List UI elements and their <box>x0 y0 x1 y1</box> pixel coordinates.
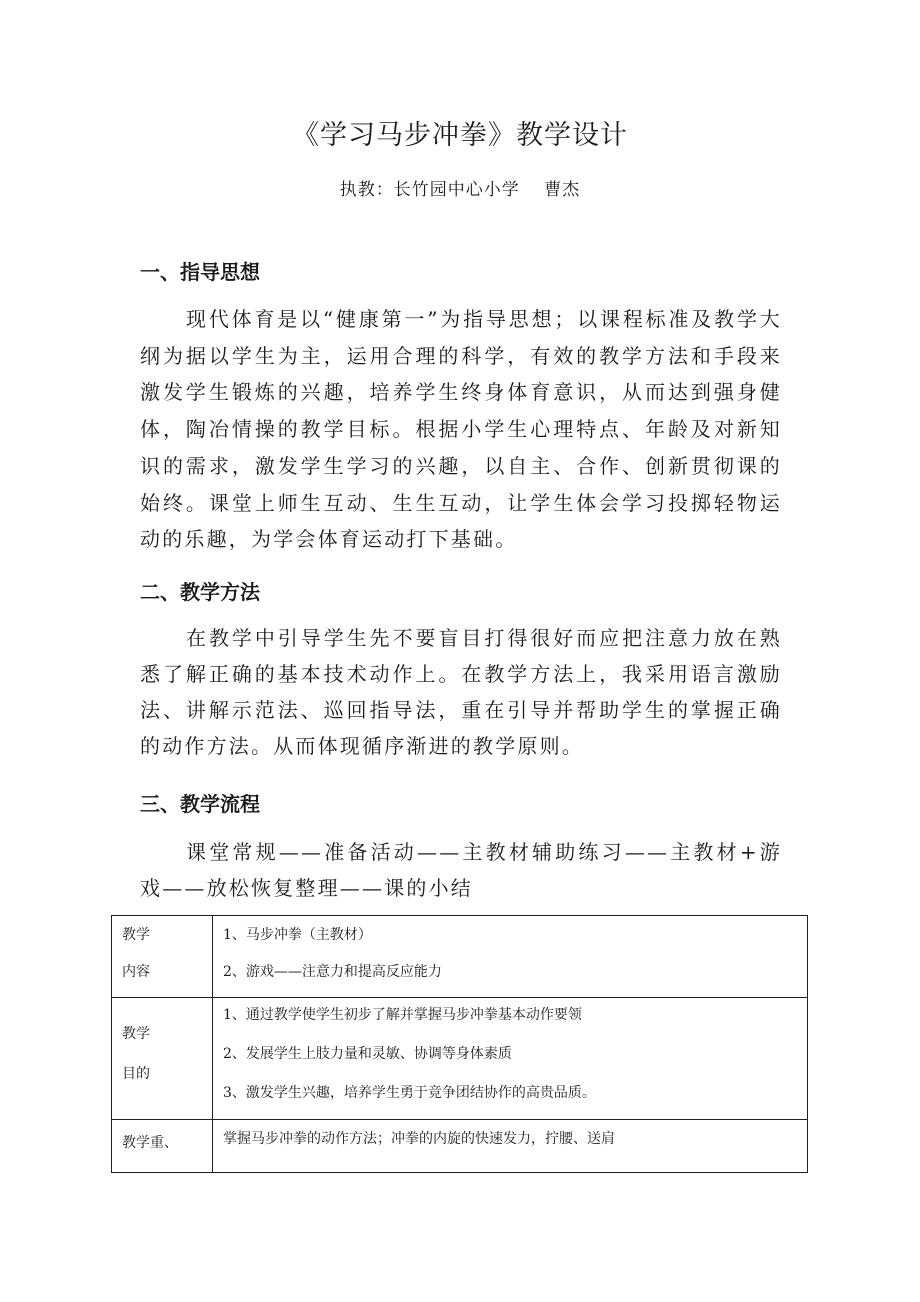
row-content-teaching-content <box>213 916 808 998</box>
label-line: 教学 <box>122 1026 150 1042</box>
section-paragraph-teaching-method: 在教学中引导学生先不要盲目打得很好而应把注意力放在熟悉了解正确的基本技术动作上。在教学方法上，我采用语言激励法、讲解示范法、巡回指导法，重在引导并帮助学生的掌握正确的动作方法。从而体现循序渐进的教学原则。 <box>140 626 782 758</box>
label-line: 教学 <box>122 927 150 943</box>
section-heading-guiding-thought: 一、指导思想 <box>140 260 260 284</box>
document-title: 《学习马步冲拳》教学设计 <box>292 120 628 151</box>
table-row-teaching-focus <box>112 1120 808 1173</box>
list-item: 2、发展学生上肢力量和灵敏、协调等身体素质 <box>223 1046 512 1062</box>
row-label-teaching-focus <box>112 1120 213 1173</box>
lesson-plan-table <box>111 915 808 1173</box>
row-label-teaching-objective <box>112 998 213 1120</box>
author-line: 执教：长竹园中心小学 曹杰 <box>339 180 581 200</box>
row-content-teaching-focus <box>213 1120 808 1173</box>
label-line: 教学重、 <box>122 1135 178 1151</box>
list-item: 3、激发学生兴趣，培养学生勇于竞争团结协作的高贵品质。 <box>223 1085 596 1101</box>
list-item: 2、游戏——注意力和提高反应能力 <box>223 964 442 980</box>
label-line: 内容 <box>122 964 150 980</box>
row-content-teaching-objective <box>213 998 808 1120</box>
table-row-teaching-objective <box>112 998 808 1120</box>
list-item: 1、通过教学使学生初步了解并掌握马步冲拳基本动作要领 <box>223 1007 582 1023</box>
row-label-teaching-content <box>112 916 213 998</box>
list-item: 1、马步冲拳（主教材） <box>223 927 372 943</box>
list-item: 掌握马步冲拳的动作方法；冲拳的内旋的快速发力，拧腰、送肩 <box>223 1131 615 1147</box>
section-paragraph-teaching-flow: 课堂常规——准备活动——主教材辅助练习——主教材+游戏——放松恢复整理——课的小结 <box>140 840 782 900</box>
section-paragraph-guiding-thought: 现代体育是以“健康第一”为指导思想；以课程标准及教学大纲为据以学生为主，运用合理的科学，有效的教学方法和手段来激发学生锻炼的兴趣，培养学生终身体育意识，从而达到强身健体，陶冶情操的教学目标。根据小学生心理特点、年龄及对新知识的需求，激发学生学习的兴趣，以自主、合作、创新贯彻课的始终。课堂上师生互动、生生互动，让学生体会学习投掷轻物运动的乐趣，为学会体育运动打下基础。 <box>140 307 782 552</box>
section-heading-teaching-method: 二、教学方法 <box>140 580 260 604</box>
section-heading-teaching-flow: 三、教学流程 <box>140 792 260 816</box>
table-row-teaching-content <box>112 916 808 998</box>
label-line: 目的 <box>122 1066 150 1082</box>
